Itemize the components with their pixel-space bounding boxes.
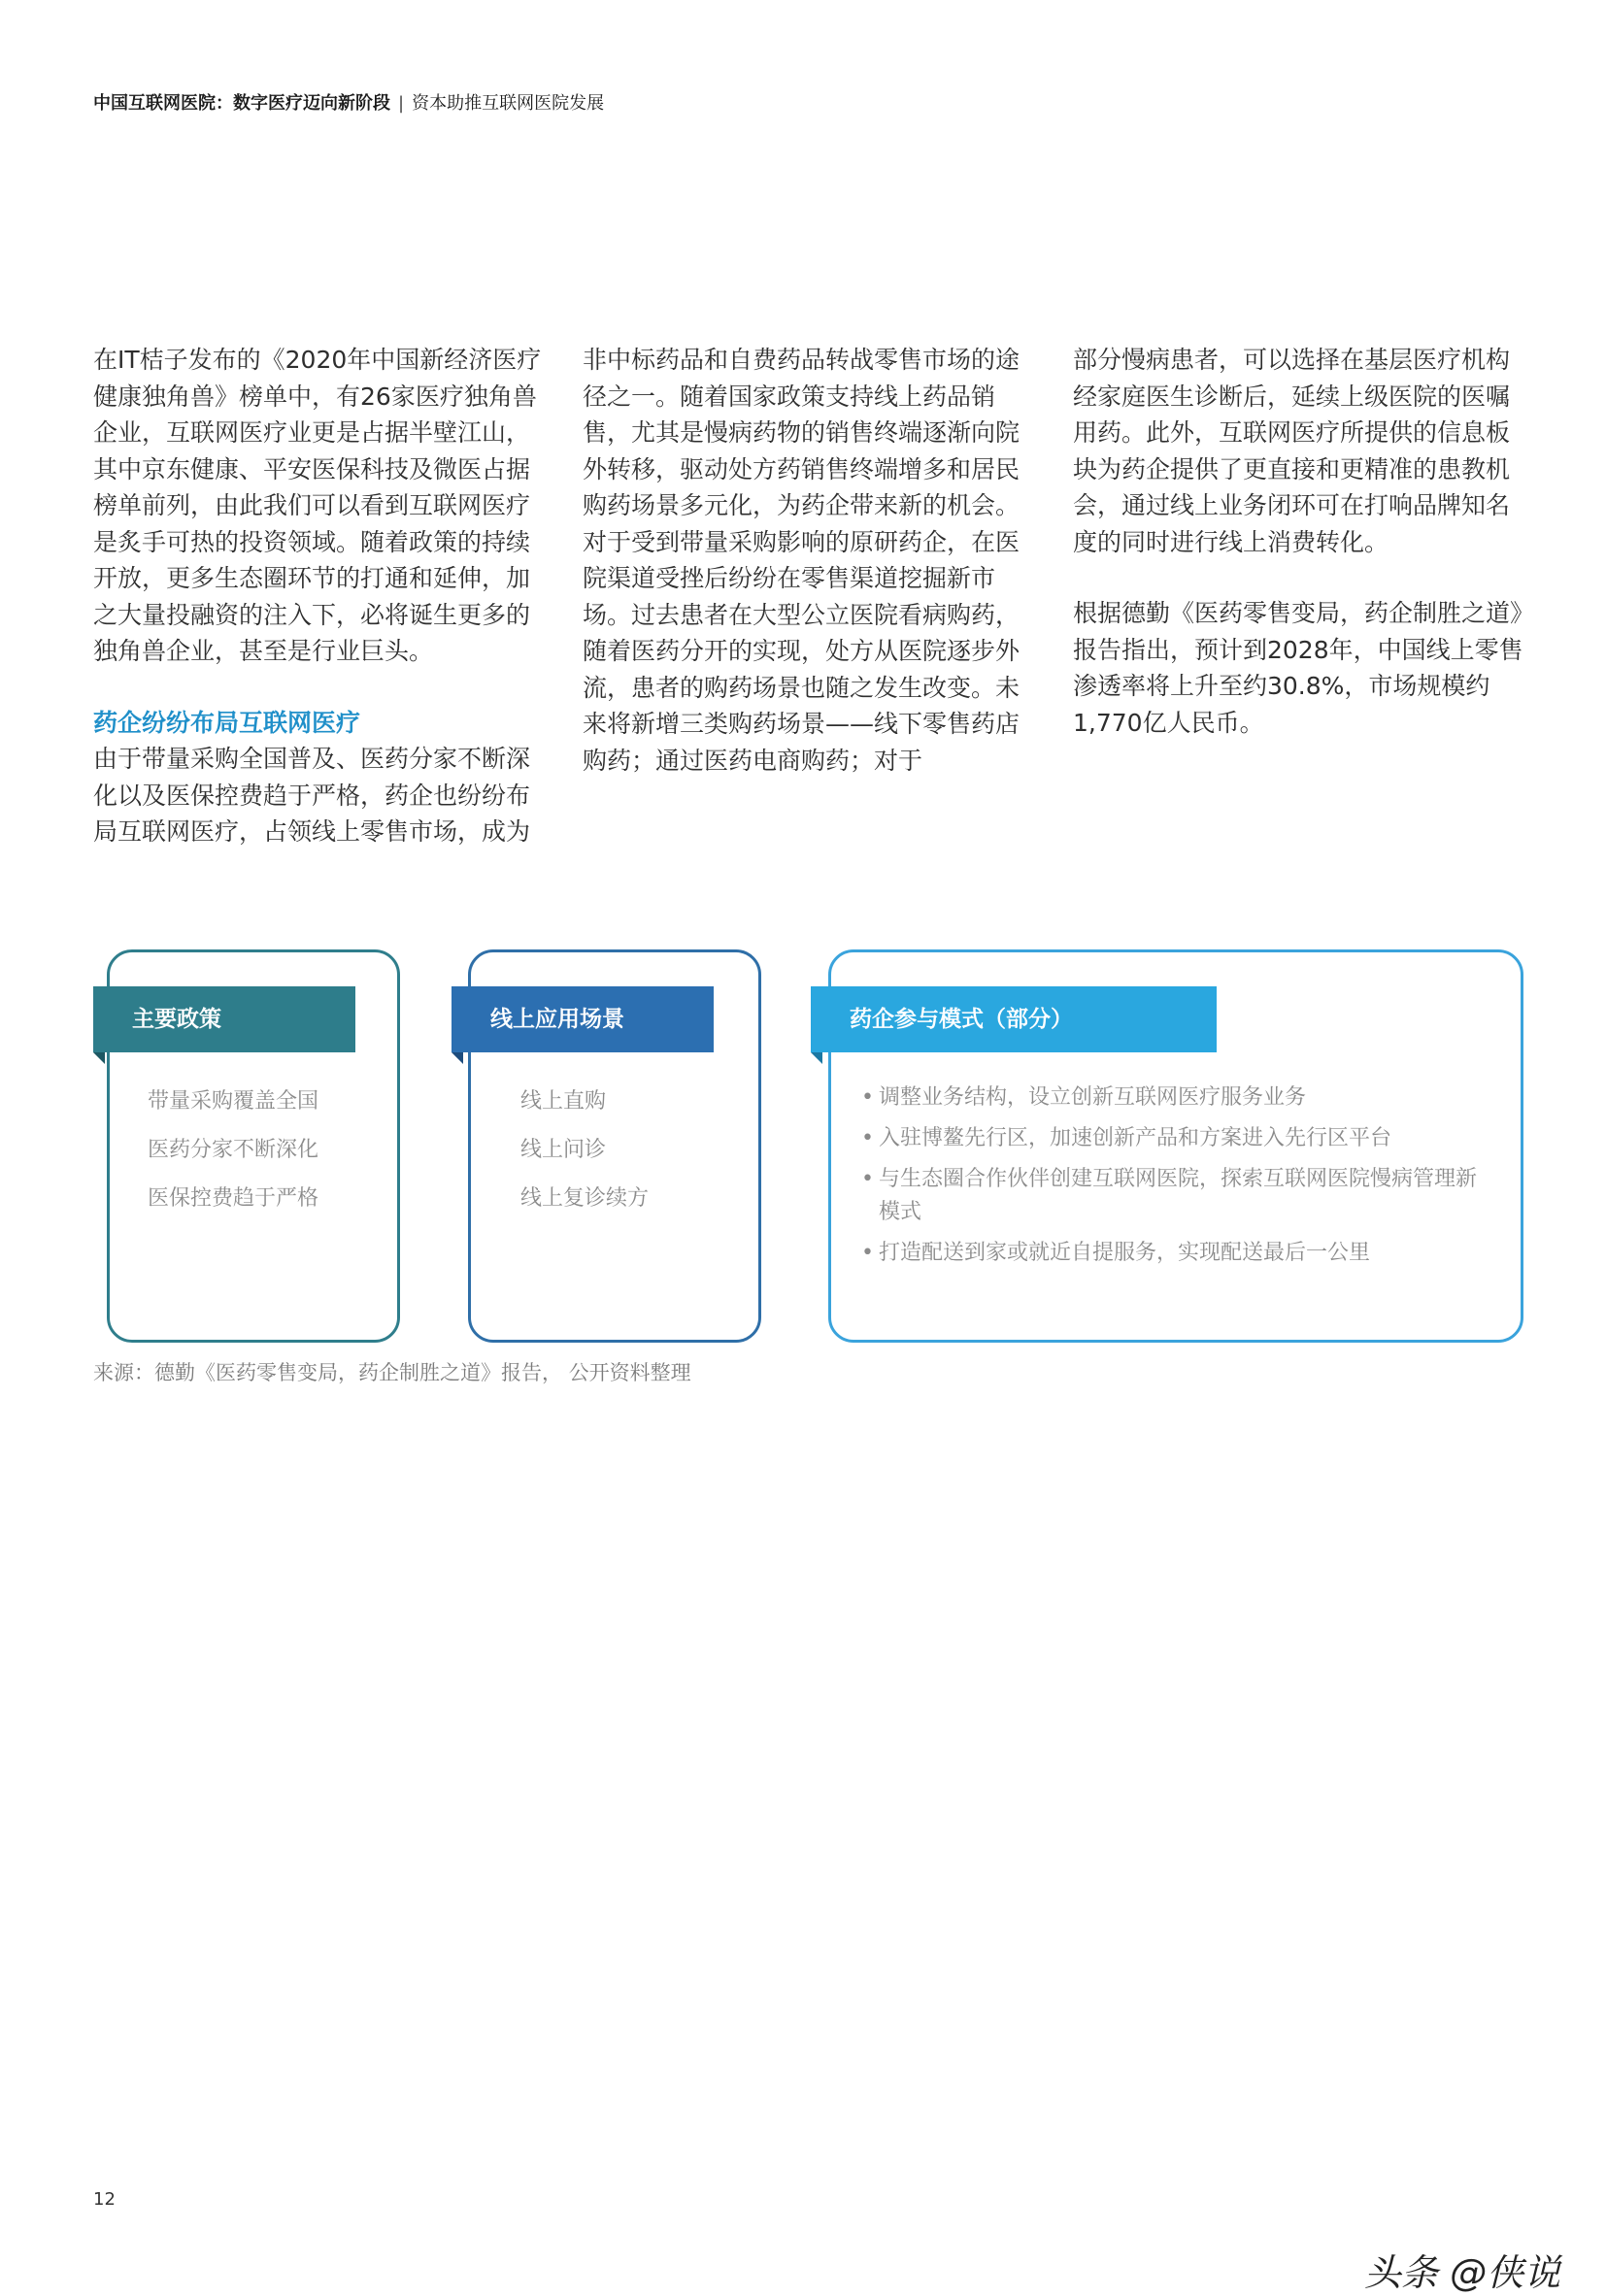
list-item: 线上复诊续方	[520, 1186, 650, 1211]
bullet-icon: •	[861, 1167, 874, 1191]
paragraph: 在IT桔子发布的《2020年中国新经济医疗健康独角兽》榜单中，有26家医疗独角兽企业，互联网医疗业更是占据半壁江山，其中京东健康、平安医保科技及微医占据榜单前列，由此我们可以看到互联网医疗是炙手可热的投资领域。随着政策的持续开放，更多生态圈环节的打通和延伸，加之大量投融资的注入下，必将诞生更多的独角兽企业，甚至是行业巨头。	[93, 346, 542, 665]
bullet-icon: •	[861, 1241, 874, 1265]
list-item: 带量采购覆盖全国	[148, 1089, 319, 1114]
pharma-model-card-title: 药企参与模式（部分）	[811, 986, 1217, 1052]
bullet-icon: •	[861, 1085, 874, 1110]
list-item: • 打造配送到家或就近自提服务，实现配送最后一公里	[861, 1237, 1492, 1270]
paragraph: 根据德勤《医药零售变局，药企制胜之道》报告指出，预计到2028年，中国线上零售渗透率将上升至约30.8%，市场规模约1,770亿人民币。	[1073, 599, 1523, 737]
watermark: 头条 @侠说	[1364, 2251, 1561, 2294]
list-item: 医保控费趋于严格	[148, 1186, 319, 1211]
text-column-1	[93, 342, 550, 850]
list-item: 线上直购	[520, 1089, 607, 1114]
policy-card-title: 主要政策	[93, 986, 355, 1052]
paragraph: 非中标药品和自费药品转战零售市场的途径之一。随着国家政策支持线上药品销售，尤其是慢病药物的销售终端逐渐向院外转移，驱动处方药销售终端增多和居民购药场景多元化，为药企带来新的机会。对于受到带量采购影响的原研药企，在医院渠道受挫后纷纷在零售渠道挖掘新市场。过去患者在大型公立医院看病购药，随着医药分开的实现，处方从医院逐步外流，患者的购药场景也随之发生改变。未来将新增三类购药场景——线下零售药店购药；通过医药电商购药；对于	[583, 346, 1020, 775]
header-separator: |	[398, 93, 405, 114]
pharma-model-list	[861, 1078, 1492, 1278]
section-title: 资本助推互联网医院发展	[412, 93, 605, 114]
page-number: 12	[93, 2189, 116, 2210]
list-item: 线上问诊	[520, 1138, 607, 1162]
paragraph: 由于带量采购全国普及、医药分家不断深化以及医保控费趋于严格，药企也纷纷布局互联网医疗，占领线上零售市场，成为	[93, 745, 531, 846]
list-item: • 入驻博鳌先行区，加速创新产品和方案进入先行区平台	[861, 1122, 1492, 1155]
online-scenario-list	[520, 1078, 649, 1223]
list-item: • 与生态圈合作伙伴创建互联网医院，探索互联网医院慢病管理新模式	[861, 1163, 1492, 1229]
online-scenario-card-title: 线上应用场景	[452, 986, 714, 1052]
policy-list	[148, 1078, 318, 1223]
list-item: • 调整业务结构，设立创新互联网医疗服务业务	[861, 1081, 1492, 1115]
bullet-icon: •	[861, 1126, 874, 1150]
source-note: 来源：德勤《医药零售变局，药企制胜之道》报告， 公开资料整理	[93, 1361, 691, 1384]
report-title: 中国互联网医院：数字医疗迈向新阶段	[93, 93, 390, 114]
paragraph: 部分慢病患者，可以选择在基层医疗机构经家庭医生诊断后，延续上级医院的医嘱用药。此外，互联网医疗所提供的信息板块为药企提供了更直接和更精准的患教机会，通过线上业务闭环可在打响品牌知名度的同时进行线上消费转化。	[1073, 346, 1511, 556]
list-item: 医药分家不断深化	[148, 1138, 319, 1162]
text-column-2	[583, 342, 1039, 779]
running-header	[93, 89, 604, 115]
section-subheading: 药企纷纷布局互联网医疗	[93, 708, 361, 737]
text-column-3	[1073, 342, 1529, 741]
